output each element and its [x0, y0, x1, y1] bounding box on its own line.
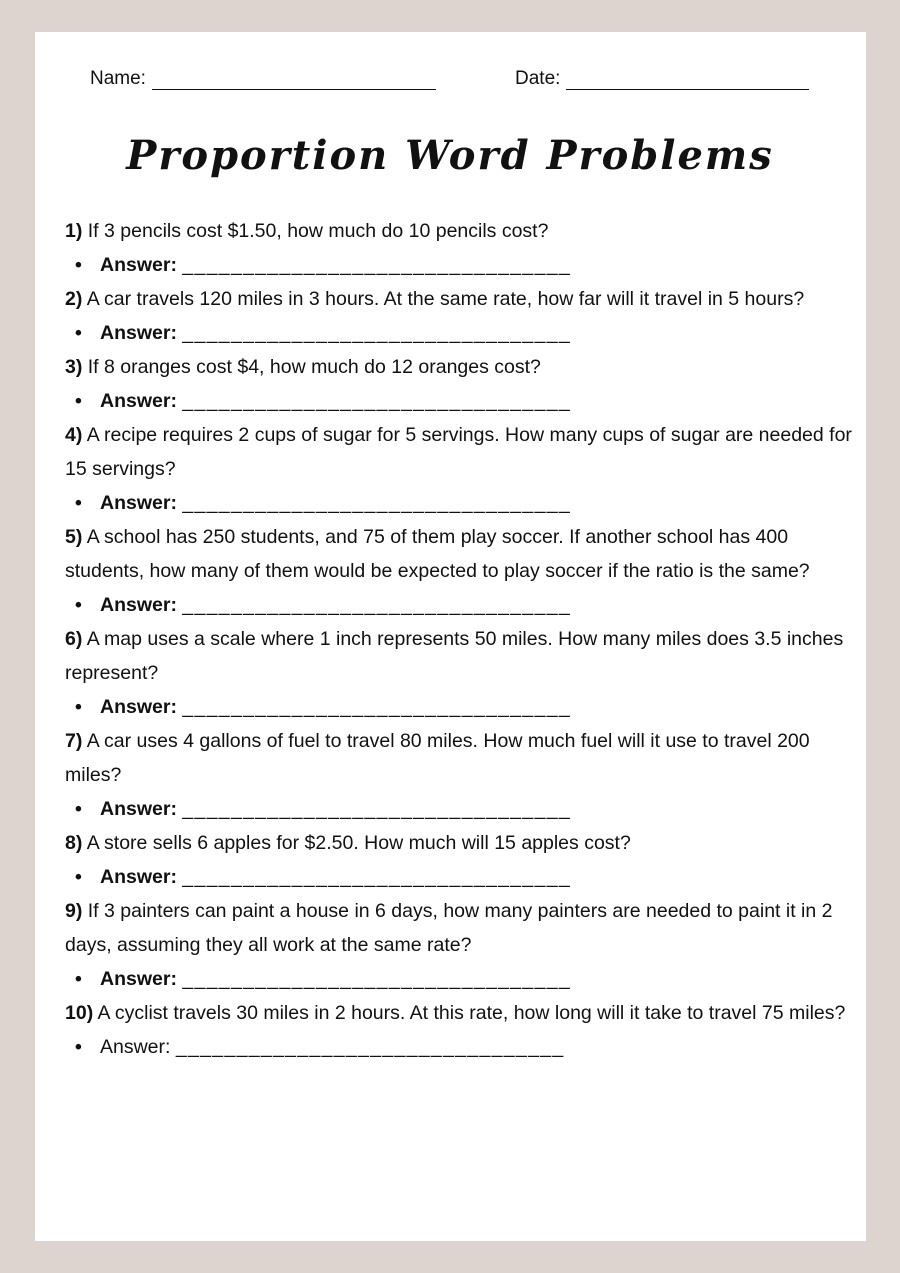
answer-label: Answer:: [100, 968, 177, 990]
answer-label: Answer:: [100, 254, 177, 276]
answer-row[interactable]: [65, 690, 865, 724]
bullet-icon: •: [75, 866, 82, 888]
problem-text: If 3 painters can paint a house in 6 days, how many painters are needed to paint it in 2 days, assuming they all work at the same rate?: [65, 900, 833, 956]
bullet-icon: •: [75, 696, 82, 718]
name-date-row: [90, 68, 820, 94]
answer-row[interactable]: [65, 962, 865, 996]
name-label: Name:: [90, 68, 146, 89]
answer-blank[interactable]: ________________________________: [182, 322, 571, 344]
date-label: Date:: [515, 68, 561, 89]
problem-3: [65, 350, 865, 384]
answer-row[interactable]: [65, 1030, 865, 1064]
bullet-icon: •: [75, 492, 82, 514]
problem-text: A map uses a scale where 1 inch represents 50 miles. How many miles does 3.5 inches represent?: [65, 628, 844, 684]
date-field[interactable]: [515, 68, 809, 90]
answer-label: Answer:: [100, 390, 177, 412]
answer-blank[interactable]: ________________________________: [182, 254, 571, 276]
answer-row[interactable]: [65, 248, 865, 282]
answer-label: Answer:: [100, 1036, 171, 1058]
problem-text: A recipe requires 2 cups of sugar for 5 servings. How many cups of sugar are needed for 15 servings?: [65, 424, 852, 480]
problem-number: 9): [65, 900, 83, 922]
problem-number: 10): [65, 1002, 94, 1024]
problem-1: [65, 214, 865, 248]
problem-7: [65, 724, 865, 792]
answer-label: Answer:: [100, 798, 177, 820]
answer-blank[interactable]: ________________________________: [182, 798, 571, 820]
problem-text: A car uses 4 gallons of fuel to travel 80 miles. How much fuel will it use to travel 200 miles?: [65, 730, 810, 786]
problem-text: A school has 250 students, and 75 of them play soccer. If another school has 400 students, how many of them would be expected to play soccer if the ratio is the same?: [65, 526, 810, 582]
answer-label: Answer:: [100, 594, 177, 616]
answer-blank[interactable]: ________________________________: [182, 594, 571, 616]
bullet-icon: •: [75, 594, 82, 616]
bullet-icon: •: [75, 798, 82, 820]
answer-blank[interactable]: ________________________________: [175, 1036, 565, 1058]
problem-5: [65, 520, 865, 588]
answer-blank[interactable]: ________________________________: [182, 968, 571, 990]
problem-number: 7): [65, 730, 83, 752]
answer-row[interactable]: [65, 792, 865, 826]
problem-text: A car travels 120 miles in 3 hours. At the same rate, how far will it travel in 5 hours?: [86, 288, 805, 310]
problem-6: [65, 622, 865, 690]
problem-list: [65, 214, 865, 1064]
problem-9: [65, 894, 865, 962]
answer-label: Answer:: [100, 696, 177, 718]
bullet-icon: •: [75, 1036, 82, 1058]
bullet-icon: •: [75, 390, 82, 412]
answer-row[interactable]: [65, 588, 865, 622]
problem-2: [65, 282, 865, 316]
problem-number: 3): [65, 356, 83, 378]
problem-4: [65, 418, 865, 486]
bullet-icon: •: [75, 254, 82, 276]
problem-text: If 8 oranges cost $4, how much do 12 oranges cost?: [87, 356, 541, 378]
problem-8: [65, 826, 865, 860]
answer-label: Answer:: [100, 322, 177, 344]
problem-number: 4): [65, 424, 83, 446]
problem-text: A store sells 6 apples for $2.50. How much will 15 apples cost?: [86, 832, 631, 854]
answer-row[interactable]: [65, 486, 865, 520]
answer-label: Answer:: [100, 866, 177, 888]
answer-row[interactable]: [65, 316, 865, 350]
answer-blank[interactable]: ________________________________: [182, 696, 571, 718]
problem-number: 8): [65, 832, 83, 854]
problem-number: 5): [65, 526, 83, 548]
date-line[interactable]: [566, 69, 809, 90]
answer-blank[interactable]: ________________________________: [182, 866, 571, 888]
problem-10: [65, 996, 865, 1030]
page-title: Proportion Word Problems: [126, 132, 774, 179]
bullet-icon: •: [75, 322, 82, 344]
problem-number: 6): [65, 628, 83, 650]
answer-label: Answer:: [100, 492, 177, 514]
answer-row[interactable]: [65, 860, 865, 894]
answer-blank[interactable]: ________________________________: [182, 390, 571, 412]
problem-number: 2): [65, 288, 83, 310]
problem-number: 1): [65, 220, 83, 242]
bullet-icon: •: [75, 968, 82, 990]
name-line[interactable]: [152, 69, 436, 90]
answer-blank[interactable]: ________________________________: [182, 492, 571, 514]
answer-row[interactable]: [65, 384, 865, 418]
name-field[interactable]: [90, 68, 436, 90]
problem-text: A cyclist travels 30 miles in 2 hours. At this rate, how long will it take to travel 75 miles?: [97, 1002, 846, 1024]
problem-text: If 3 pencils cost $1.50, how much do 10 pencils cost?: [87, 220, 549, 242]
